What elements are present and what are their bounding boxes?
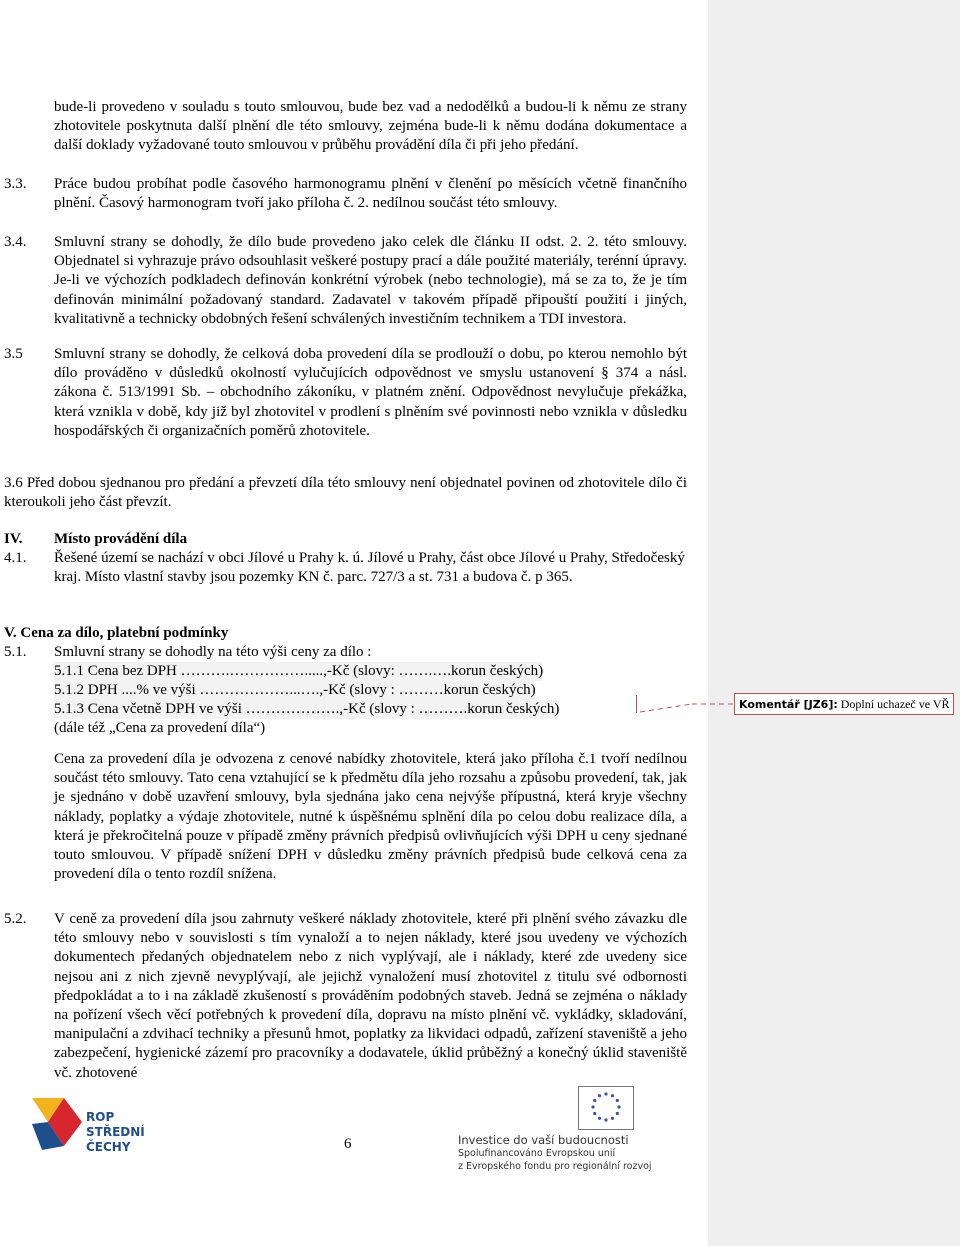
comment-anchor-mark <box>636 695 637 713</box>
rop-logo-icon <box>30 1092 86 1154</box>
price-line-with-vat: 5.1.3 Cena včetně DPH ve výši ……………….,-Kč (slovy : ……….korun českých) <box>54 700 559 719</box>
price-note: (dále též „Cena za provedení díla“) <box>54 720 266 736</box>
page-number: 6 <box>344 1136 352 1152</box>
section-number-3-5: 3.5 <box>4 346 23 362</box>
rop-line-3: ČECHY <box>86 1140 131 1154</box>
price-line-vat: 5.1.2 DPH ....% ve výši ………………...….,-Kč (slovy : ………korun českých) <box>54 681 536 700</box>
section-heading-iv-number: IV. <box>4 531 23 547</box>
section-number-5-1: 5.1. <box>4 644 27 660</box>
comment-connector-line <box>640 690 736 716</box>
rop-line-1: ROP <box>86 1110 115 1124</box>
eu-flag-icon <box>578 1086 634 1130</box>
comment-label: Komentář [JZ6]: <box>739 698 838 711</box>
paragraph-3-5: Smluvní strany se dohodly, že celková doba provedení díla se prodlouží o dobu, po kterou nemohlo být dílo prováděno v důsledků okolností vylučujících odpovědnost ve smyslu ustanovení § 374 a násl. zákona č. 513/1991 Sb. – obchodního zákoníku, v platném znění. Odpovědnost nevylučuje překážka, která vznikla v době, kdy již byl zhotovitel v prodlení s plněním své povinnosti nebo vznikla v důsledku hospodářských či organizačních poměrů zhotovitele. <box>54 346 687 439</box>
rop-line-2: STŘEDNÍ <box>86 1125 145 1139</box>
eu-funding-text <box>458 1133 652 1173</box>
paragraph-3-4: Smluvní strany se dohodly, že dílo bude provedeno jako celek dle článku II odst. 2. 2. této smlouvy. Objednatel si vyhrazuje právo odsouhlasit veškeré postupy prací a dále použité materiály, terénní úpravy. Je-li ve výchozích podkladech definován konkrétní výrobek (nebo technologie), má se za to, že je tím definován minimální požadovaný standard. Zadavatel v takovém případě připouští použití i jiných, kvalitativně a technicky obdobných řešení schválených investičním technikem a TDI investora. <box>54 234 687 327</box>
comment-text: Doplní uchazeč ve VŘ <box>840 697 950 711</box>
section-number-3-4: 3.4. <box>4 234 27 250</box>
comment-margin-pane <box>708 0 960 1246</box>
paragraph-3-3: Práce budou probíhat podle časového harmonogramu plnění v členění po měsících včetně finančního plnění. Časový harmonogram tvoří jako příloha č. 2. nedílnou součást této smlouvy. <box>54 176 687 212</box>
paragraph-5-2: V ceně za provedení díla jsou zahrnuty veškeré náklady zhotovitele, které při plnění svého závazku dle této smlouvy nebo v souvislosti s tím vynaloží a to nejen náklady, které jsou uvedeny ve výchozích dokumentech předaných objednatelem nebo z nich vyplývají, ale i náklady, které zde uvedeny sice nejsou ani z nich zjevně nevyplývají, ale jejichž vynaložení musí zhotovitel z titulu své odbornosti předpokládat a to i na základě zkušeností s prováděním podobných staveb. Jedná se zejména o náklady na pořízení všech věcí potřebných k provedení díla, dopravu na místo plnění vč. vykládky, skladování, manipulační a zdvihací techniky a přesunů hmot, poplatky za likvidaci odpadů, zařízení staveniště a jeho zabezpečení, hygienické zázemí pro pracovníky a dodavatele, úklid průběžný a konečný úklid staveniště vč. zhotovené <box>54 911 687 1081</box>
comment-balloon[interactable] <box>734 693 954 715</box>
rop-logo-text <box>86 1110 145 1155</box>
paragraph-4-1: Řešené území se nachází v obci Jílové u Prahy k. ú. Jílové u Prahy, část obce Jílové u Prahy, Středočeský kraj. Místo vlastní stavby jsou pozemky KN č. parc. 727/3 a st. 731 a budova č. p 365. <box>54 550 685 586</box>
eu-line-2: Spolufinancováno Evropskou unií <box>458 1148 616 1159</box>
section-number-3-3: 3.3. <box>4 176 27 192</box>
price-line-without-vat: 5.1.1 Cena bez DPH ……….…………….....,-Kč (slovy: …….….korun českých) <box>54 662 543 681</box>
paragraph-3-6: 3.6 Před dobou sjednanou pro předání a převzetí díla této smlouvy není objednatel povinen od zhotovitele dílo či kteroukoli jeho část převzít. <box>4 475 687 511</box>
paragraph-intro: bude-li provedeno v souladu s touto smlouvou, bude bez vad a nedodělků a budou-li k němu ze strany zhotovitele poskytnuta další plnění dle této smlouvy, zejména bude-li k němu dodána dokumentace a další doklady vyžadované touto smlouvou v průběhu provádění díla či při jeho předání. <box>54 99 687 154</box>
section-number-4-1: 4.1. <box>4 550 27 566</box>
eu-line-1: Investice do vaší budoucnosti <box>458 1133 629 1147</box>
section-heading-iv: Místo provádění díla <box>54 531 188 547</box>
section-number-5-2: 5.2. <box>4 911 27 927</box>
eu-line-3: z Evropského fondu pro regionální rozvoj <box>458 1161 652 1172</box>
paragraph-5-1-body: Cena za provedení díla je odvozena z cenové nabídky zhotovitele, která jako příloha č.1 tvoří nedílnou součást této smlouvy. Tato cena vztahující se k předmětu díla jeho rozsahu a způsobu provedení, tak, jak je sjednáno v době uzavření smlouvy, byla sjednána jako cena nejvýše přípustná, která kryje všechny náklady, poplatky a výdaje zhotovitele, nutné k úspěšnému splnění díla po celou dobu realizace díla, a která je překročitelná pouze v případě změny právních předpisů ovlivňujících výši DPH u ceny sjednané touto smlouvou. V případě snížení DPH v důsledku změny právních předpisů bude celková cena za provedení díla o tento rozdíl snížena. <box>54 751 687 883</box>
paragraph-5-1-lead: Smluvní strany se dohodly na této výši ceny za dílo : <box>54 644 372 660</box>
section-heading-v: V. Cena za dílo, platební podmínky <box>4 625 229 641</box>
